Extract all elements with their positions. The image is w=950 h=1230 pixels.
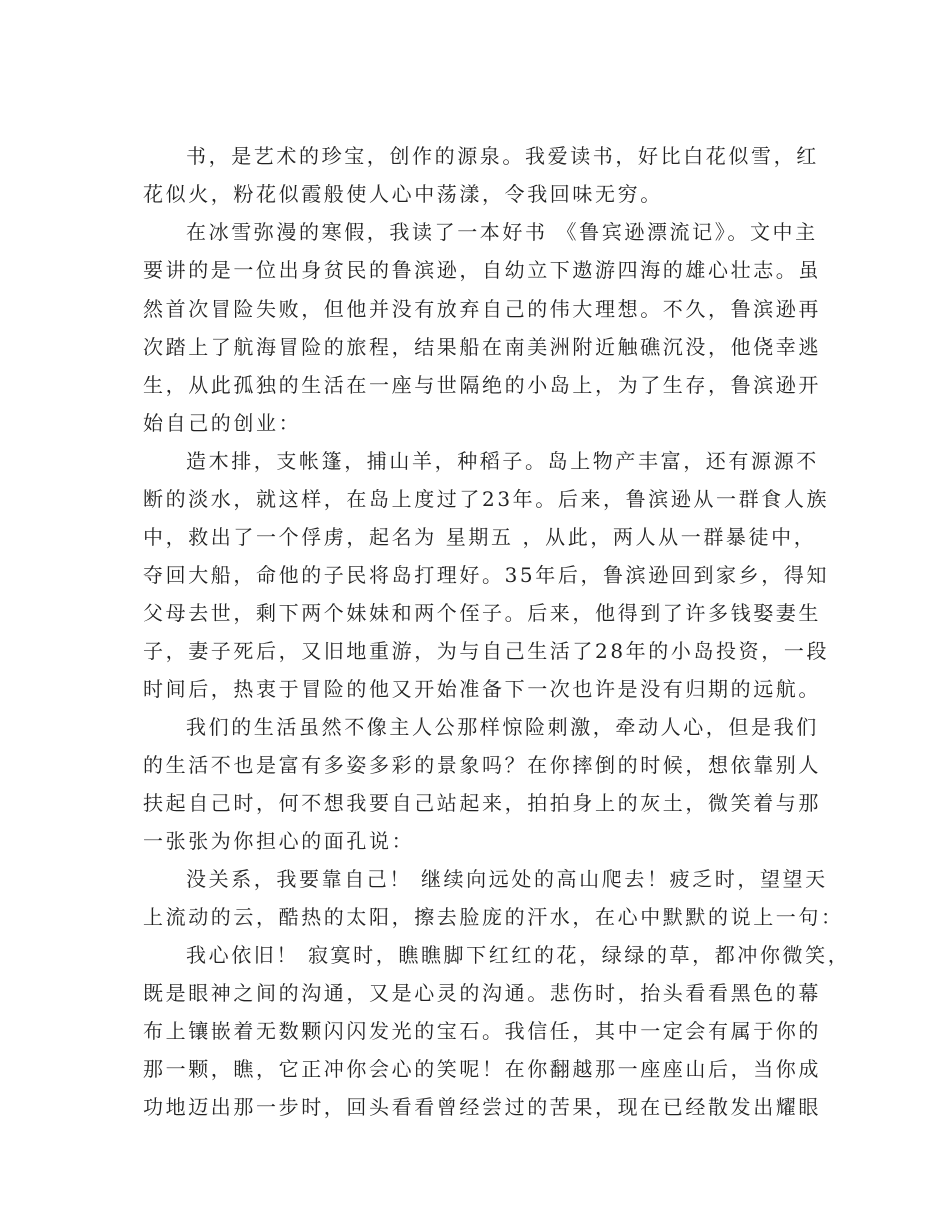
text-line: 然首次冒险失败，但他并没有放弃自己的伟大理想。不久，鲁滨逊再 [143,297,821,321]
text-line: 始自己的创业： [143,411,302,435]
text-line: 父母去世，剩下两个妹妹和两个侄子。后来，他得到了许多钱娶妻生 [143,601,821,625]
text-line: 我们的生活虽然不像主人公那样惊险刺激，牵动人心，但是我们 [186,715,819,739]
text-line: 子，妻子死后，又旧地重游，为与自己生活了28年的小岛投资，一段 [143,639,830,663]
text-line: 夺回大船，命他的子民将岛打理好。35年后，鲁滨逊回到家乡，得知 [143,563,830,587]
text-line: 书，是艺术的珍宝，创作的源泉。我爱读书，好比白花似雪，红 [186,144,819,168]
text-line: 断的淡水，就这样，在岛上度过了23年。后来，鲁滨逊从一群食人族 [143,487,830,511]
text-line: 的生活不也是富有多姿多彩的景象吗？在你摔倒的时候，想依靠别人 [143,753,821,777]
text-line: 布上镶嵌着无数颗闪闪发光的宝石。我信任，其中一定会有属于你的 [143,1019,821,1043]
text-line: 功地迈出那一步时，回头看看曾经尝过的苦果，现在已经散发出耀眼 [143,1095,821,1119]
text-line: 那一颗，瞧，它正冲你会心的笑呢！在你翻越那一座座山后，当你成 [143,1057,821,1081]
text-line: 要讲的是一位出身贫民的鲁滨逊，自幼立下遨游四海的雄心壮志。虽 [143,258,821,282]
text-line: 上流动的云，酷热的太阳，擦去脸庞的汗水，在心中默默的说上一句： [143,905,844,929]
text-line: 我心依旧！ 寂寞时，瞧瞧脚下红红的花，绿绿的草，都冲你微笑， [186,943,851,967]
text-line: 在冰雪弥漫的寒假，我读了一本好书 《鲁宾逊漂流记》。文中主 [186,220,818,244]
text-line: 造木排，支帐篷，捕山羊，种稻子。岛上物产丰富，还有源源不 [186,449,819,473]
text-line: 既是眼神之间的沟通，又是心灵的沟通。悲伤时，抬头看看黑色的幕 [143,981,821,1005]
text-line: 没关系，我要靠自己！ 继续向远处的高山爬去！疲乏时，望望天 [186,867,828,891]
text-line: 时间后，热衷于冒险的他又开始准备下一次也许是没有归期的远航。 [143,677,821,701]
text-line: 中，救出了一个俘虏，起名为 星期五 ，从此，两人从一群暴徒中， [143,525,817,549]
text-line: 一张张为你担心的面孔说： [143,829,415,853]
text-line: 次踏上了航海冒险的旅程，结果船在南美洲附近触礁沉没，他侥幸逃 [143,335,821,359]
text-line: 花似火，粉花似霞般使人心中荡漾，令我回味无穷。 [143,182,663,206]
text-line: 生，从此孤独的生活在一座与世隔绝的小岛上，为了生存，鲁滨逊开 [143,373,821,397]
text-line: 扶起自己时，何不想我要自己站起来，拍拍身上的灰土，微笑着与那 [143,791,821,815]
